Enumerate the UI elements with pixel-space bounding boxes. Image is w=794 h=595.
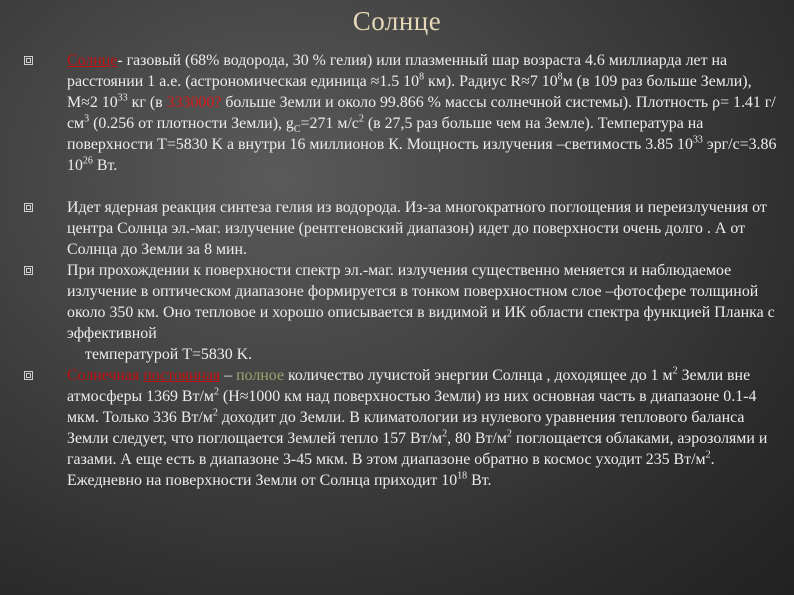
keyword-solar: Солнечная — [67, 367, 144, 384]
square-bullet-icon — [24, 203, 33, 212]
paragraph-text: Идет ядерная реакция синтеза гелия из водорода. Из-за многократного поглощения и переизлучения от центра Солнца эл.-маг. излучение (рентгеновский диапазон) идет до поверхности очень долго . А от Солнца до Земли за 8 мин. — [67, 199, 767, 258]
slide-title: Солнце — [352, 6, 442, 36]
bullet-item-photosphere — [24, 260, 784, 365]
square-bullet-icon — [24, 371, 33, 380]
paragraph-text: Солнце- газовый (68% водорода, 30 % гелия) или плазменный шар возраста 4.6 миллиарда лет на расстоянии 1 а.е. (астрономическая единица ≈1.5 $10^8$ км). Радиус R≈7 $10^8м$ (в 109 раз больше Земли), M≈2 $10^{33}$ кг (в 333000? больше Земли и около 99.866 % массы солнечной системы). Плотность ρ= 1.41 $г/см^3$ (0.256 от плотности Земли), $g_C=271$ $м/с^2$ (в 27,5 раз больше чем на Земле). Температура на поверхности T=5830 K а внутри 16 миллионов К. Мощность излучения –светимость 3.85 $10^{33}$ эрг/с=3.86 $10^{26}$ Вт. — [67, 52, 777, 174]
keyword-constant: постоянная — [143, 367, 221, 384]
square-bullet-icon — [24, 56, 33, 65]
highlight-mass-ratio: 333000? — [166, 94, 222, 111]
paragraph-text: Солнечная постоянная – полное количество лучистой энергии Солнца , доходящее до 1 $м^2$ Земли вне атмосферы 1369 $Вт/м^2$ (H≈1000 км над поверхностью Земли) из них основная часть в диапазоне 0.1-4 мкм. Только 336 $Вт/м^2$ доходит до Земли. В климатологии из нулевого уравнения теплового баланса Земли следует, что поглощается Землей тепло 157 $Вт/м^2$, 80 $Вт/м^2$ поглощается облаками, аэрозолями и газами. А еще есть в диапазоне 3-45 мкм. В этом диапазоне обратно в космос уходит 235 $Вт/м^2$. Ежедневно на поверхности Земли от Солнца приходит $10^{18}$ Вт. — [67, 365, 768, 489]
bullet-item-fusion — [24, 197, 784, 260]
bullet-list — [24, 50, 784, 491]
keyword-sun: Солнце — [67, 52, 118, 69]
bullet-item-sun-description — [24, 50, 784, 197]
square-bullet-icon — [24, 266, 33, 275]
keyword-full: полное — [236, 367, 284, 384]
paragraph-text: При прохождении к поверхности спектр эл.-маг. излучения существенно меняется и наблюдаемое излучение в оптическом диапазоне формируется в тонком поверхностном слое –фотосфере толщиной около 350 км. Оно тепловое и хорошо описывается в видимой и ИК области спектра функцией Планка с эффективной — [67, 262, 775, 342]
paragraph-tail: температурой T=5830 K. — [85, 346, 253, 363]
bullet-item-solar-constant — [24, 365, 784, 491]
